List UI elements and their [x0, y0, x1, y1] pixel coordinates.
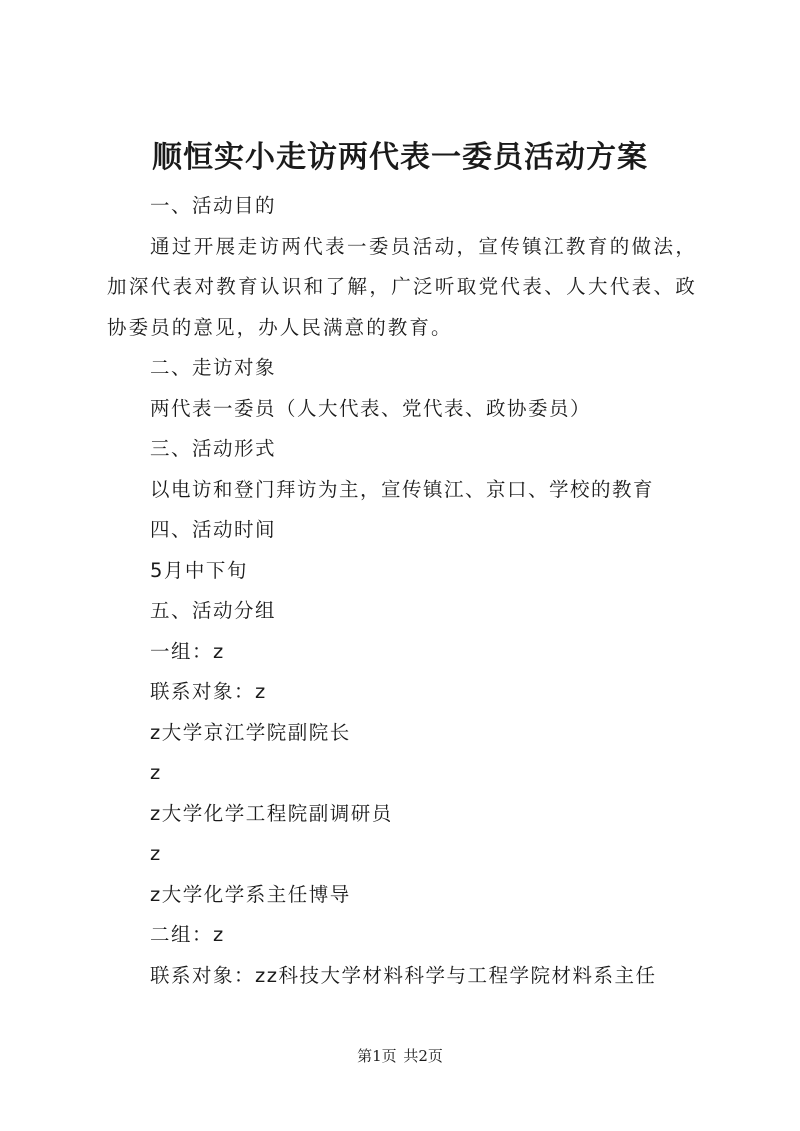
section-heading-targets: 二、走访对象 — [150, 356, 277, 379]
section-heading-time: 四、活动时间 — [150, 518, 277, 541]
targets-text: 两代表一委员（人大代表、党代表、政协委员） — [150, 396, 592, 420]
contact-line: z — [150, 842, 162, 865]
section-heading-groups: 五、活动分组 — [150, 599, 277, 622]
contact-line: z — [150, 761, 162, 784]
contact-line: z大学京江学院副院长 — [150, 720, 351, 744]
time-text: 5月中下旬 — [150, 558, 248, 582]
format-text: 以电访和登门拜访为主，宣传镇江、京口、学校的教育 — [150, 477, 655, 501]
section-heading-purpose: 一、活动目的 — [150, 194, 277, 217]
group-two-contacts-line: 联系对象：zz科技大学材料科学与工程学院材料系主任 — [150, 963, 657, 987]
group-one-label: 一组：z — [150, 639, 225, 663]
group-two-label: 二组：z — [150, 923, 225, 946]
section-heading-format: 三、活动形式 — [150, 437, 277, 460]
document-title: 顺恒实小走访两代表一委员活动方案 — [152, 140, 648, 175]
group-one-contacts-label: 联系对象：z — [150, 680, 267, 703]
document-body — [107, 186, 697, 996]
purpose-paragraph: 通过开展走访两代表一委员活动，宣传镇江教育的做法，加深代表对教育认识和了解，广泛听取党代表、人大代表、政协委员的意见，办人民满意的教育。 — [107, 234, 697, 339]
page-number-footer: 第1页 共2页 — [357, 1047, 443, 1065]
contact-line: z大学化学系主任博导 — [150, 882, 351, 906]
contact-line: z大学化学工程院副调研员 — [150, 801, 393, 825]
